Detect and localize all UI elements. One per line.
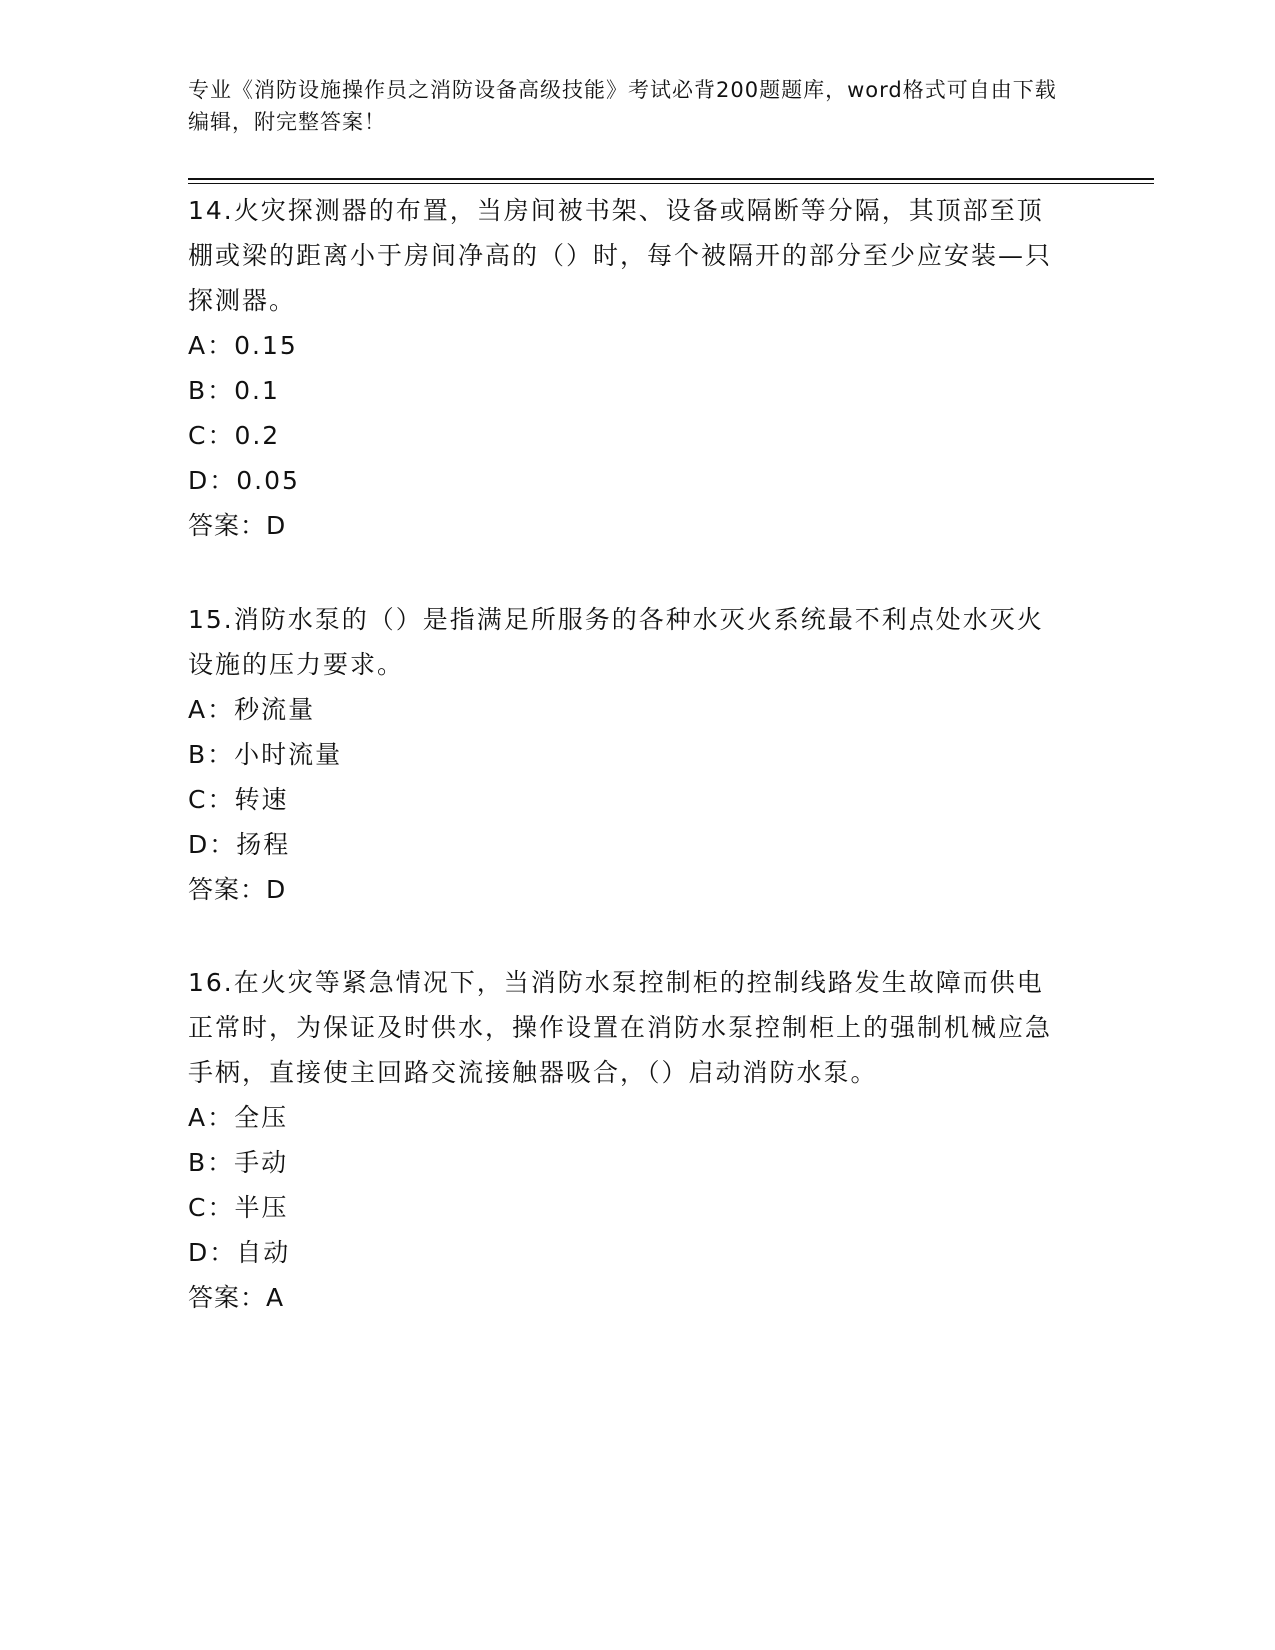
answer: 答案：D xyxy=(188,875,287,904)
question-16 xyxy=(188,960,1068,1320)
answer: 答案：A xyxy=(188,1283,285,1312)
header-divider-thick xyxy=(188,178,1154,180)
option-c: C：转速 xyxy=(188,785,289,814)
question-stem: 14.火灾探测器的布置，当房间被书架、设备或隔断等分隔，其顶部至顶棚或梁的距离小于房间净高的（）时，每个被隔开的部分至少应安装—只探测器。 xyxy=(188,196,1053,315)
header-divider-thin xyxy=(188,183,1154,184)
question-stem: 15.消防水泵的（）是指满足所服务的各种水灭火系统最不利点处水灭火设施的压力要求。 xyxy=(188,605,1044,679)
option-c: C：0.2 xyxy=(188,421,281,450)
option-c: C：半压 xyxy=(188,1193,289,1222)
option-b: B：手动 xyxy=(188,1148,289,1177)
option-a: A：全压 xyxy=(188,1103,289,1132)
option-d: D：0.05 xyxy=(188,466,300,495)
question-stem: 16.在火灾等紧急情况下，当消防水泵控制柜的控制线路发生故障而供电正常时，为保证及时供水，操作设置在消防水泵控制柜上的强制机械应急手柄，直接使主回路交流接触器吸合，（）启动消防水泵。 xyxy=(188,968,1053,1087)
answer: 答案：D xyxy=(188,511,287,540)
option-a: A：秒流量 xyxy=(188,695,316,724)
option-a: A：0.15 xyxy=(188,331,298,360)
option-d: D：自动 xyxy=(188,1238,291,1267)
option-b: B：小时流量 xyxy=(188,740,343,769)
document-header: 专业《消防设施操作员之消防设备高级技能》考试必背200题题库，word格式可自由下载编辑，附完整答案！ xyxy=(188,78,1057,134)
question-14 xyxy=(188,188,1068,548)
option-b: B：0.1 xyxy=(188,376,280,405)
question-15 xyxy=(188,597,1068,912)
option-d: D：扬程 xyxy=(188,830,291,859)
